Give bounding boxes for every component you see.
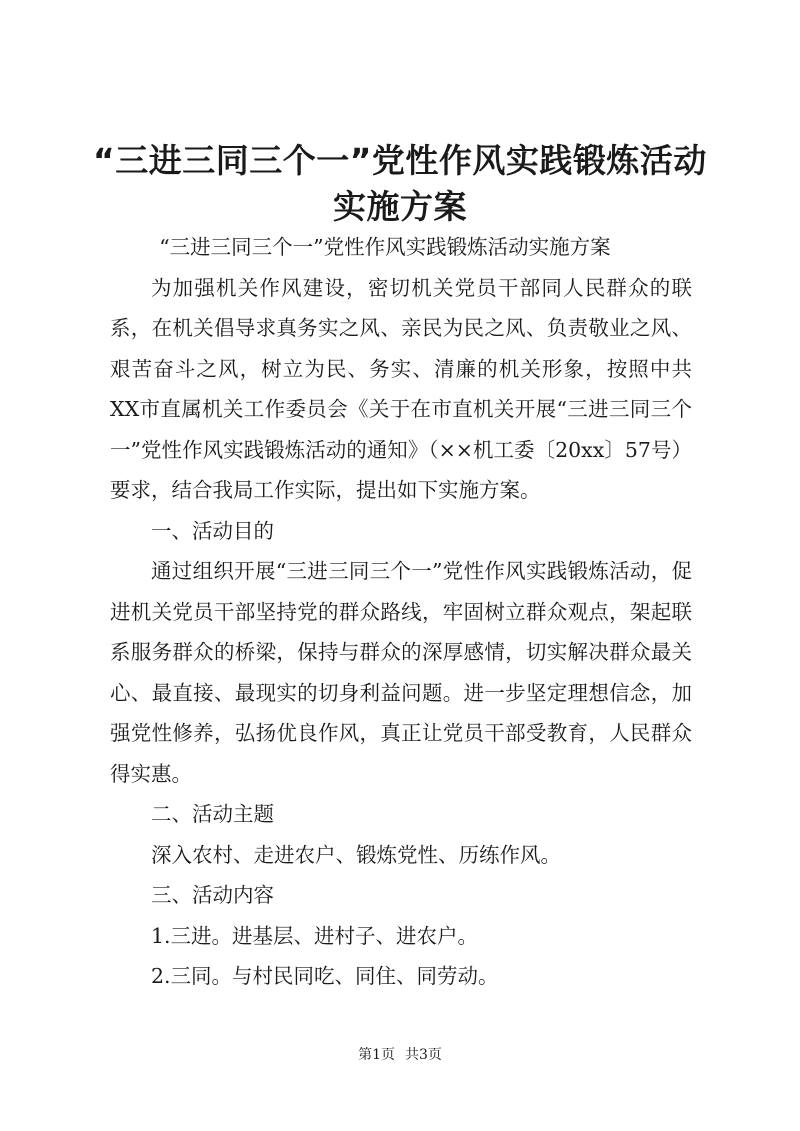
theme-paragraph: 深入农村、走进农户、锻炼党性、历练作风。 <box>151 842 561 867</box>
intro-paragraph: 为加强机关作风建设，密切机关党员干部同人民群众的联系，在机关倡导求真务实之风、亲民为民之风、负责敬业之风、艰苦奋斗之风，树立为民、务实、清廉的机关形象，按照中共XX市直属机关工作委员会《关于在市直机关开展“三进三同三个一”党性作风实践锻炼活动的通知》（××机工委〔20xx〕57号）要求，结合我局工作实际，提出如下实施方案。 <box>110 275 692 502</box>
section-heading-theme: 二、活动主题 <box>151 802 274 826</box>
page-footer <box>0 1045 800 1065</box>
document-title: “三进三同三个一”党性作风实践锻炼活动实施方案 <box>93 141 707 226</box>
document-body <box>110 227 692 997</box>
section-heading-purpose: 一、活动目的 <box>151 518 274 543</box>
page-number: 第1页 <box>358 1047 395 1063</box>
page-total: 共3页 <box>405 1047 442 1063</box>
content-item-2: 2.三同。与村民同吃、同住、同劳动。 <box>151 964 499 988</box>
document-subtitle: “三进三同三个一”党性作风实践锻炼活动实施方案 <box>159 235 611 259</box>
content-item-1: 1.三进。进基层、进村子、进农户。 <box>151 923 479 948</box>
purpose-paragraph: 通过组织开展“三进三同三个一”党性作风实践锻炼活动，促进机关党员干部坚持党的群众路线，牢固树立群众观点，架起联系服务群众的桥梁，保持与群众的深厚感情，切实解决群众最关心、最直接、最现实的切身利益问题。进一步坚定理想信念，加强党性修养，弘扬优良作风，真正让党员干部受教育，人民群众得实惠。 <box>110 559 692 786</box>
section-heading-content: 三、活动内容 <box>151 883 274 907</box>
